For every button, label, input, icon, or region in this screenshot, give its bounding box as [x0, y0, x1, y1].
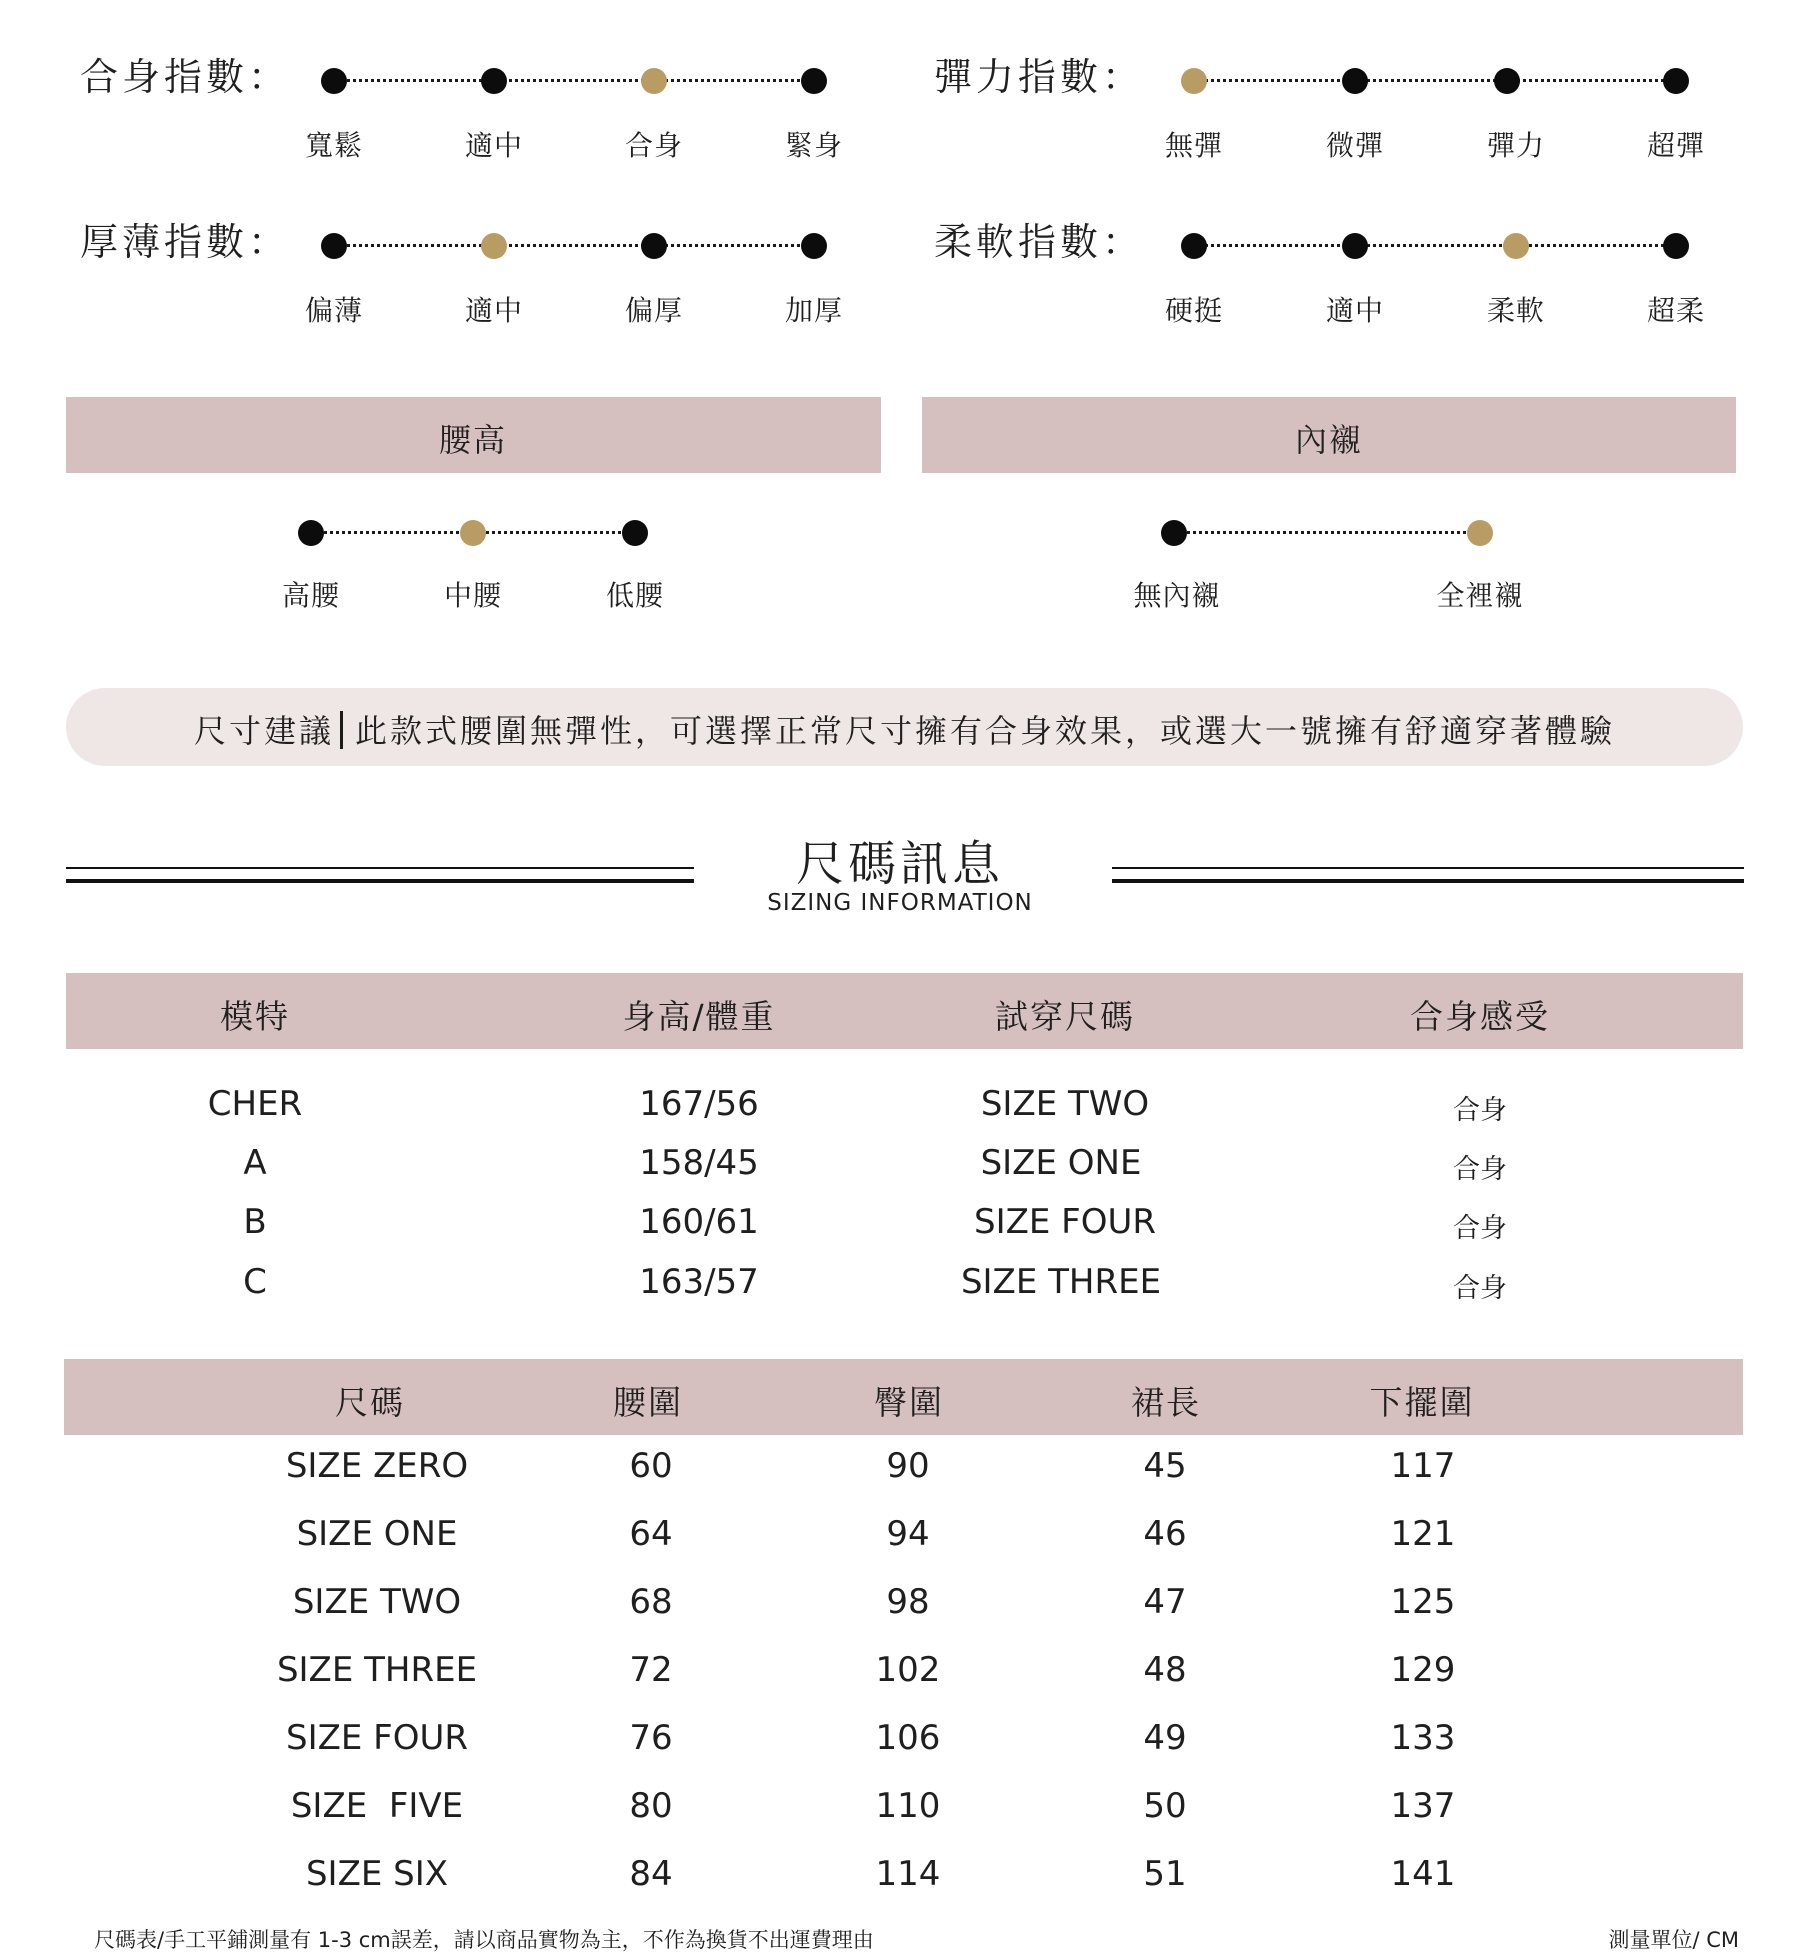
size-suggestion-label: 尺寸建議: [193, 712, 334, 750]
waist-option-dot-1: [298, 520, 324, 546]
fit-option-label: 寬鬆: [304, 129, 364, 162]
lining-option-label: 全裡襯: [1436, 579, 1524, 612]
heading-divider-left: [66, 867, 694, 883]
waist-value: 64: [629, 1514, 673, 1554]
model-table-header: [66, 973, 1743, 1049]
model-name: C: [243, 1262, 267, 1302]
size-name: SIZE ZERO: [285, 1446, 469, 1486]
height-weight: 163/57: [639, 1262, 759, 1302]
hip-value: 102: [875, 1650, 941, 1690]
thickness-option-dot-4: [801, 233, 827, 259]
waist-value: 84: [629, 1854, 673, 1894]
height-weight: 160/61: [639, 1202, 759, 1242]
elasticity-option-label: 無彈: [1164, 129, 1224, 162]
waist-height-title: 腰高: [438, 421, 508, 459]
fit-option-dot-3-selected: [641, 68, 667, 94]
size-name: SIZE SIX: [305, 1854, 449, 1894]
lining-bar: [922, 397, 1736, 473]
thickness-option-dot-3: [641, 233, 667, 259]
hip-value: 114: [875, 1854, 941, 1894]
elasticity-option-label: 彈力: [1486, 129, 1546, 162]
model-name: B: [243, 1202, 267, 1242]
waist-option-label: 高腰: [281, 579, 341, 612]
height-weight: 158/45: [639, 1143, 759, 1183]
size-name: SIZE FIVE: [290, 1786, 464, 1826]
hip-value: 90: [886, 1446, 930, 1486]
measurement-note: 尺碼表/手工平鋪測量有 1-3 cm誤差，請以商品實物為主，不作為換貨不出運費理由: [94, 1928, 874, 1952]
softness-option-dot-1: [1181, 233, 1207, 259]
size-suggestion-content: [66, 706, 1743, 752]
fit-option-dot-1: [321, 68, 347, 94]
elasticity-option-label: 超彈: [1646, 129, 1706, 162]
fit-option-dot-2: [481, 68, 507, 94]
hip-value: 106: [875, 1718, 941, 1758]
length-value: 48: [1143, 1650, 1187, 1690]
fit-feel: 合身: [1453, 1095, 1507, 1126]
thickness-option-label: 加厚: [784, 294, 844, 327]
fit-option-label: 合身: [624, 129, 684, 162]
softness-option-dot-3-selected: [1503, 233, 1529, 259]
sizing-info-subtitle: SIZING INFORMATION: [767, 890, 1033, 916]
length-value: 50: [1143, 1786, 1187, 1826]
lining-title: 內襯: [1294, 421, 1364, 459]
size-name: SIZE ONE: [296, 1514, 458, 1554]
size-suggestion-banner: [66, 688, 1743, 766]
hem-value: 137: [1390, 1786, 1456, 1826]
hip-value: 94: [886, 1514, 930, 1554]
model-name: A: [243, 1143, 267, 1183]
elasticity-option-dot-2: [1342, 68, 1368, 94]
length-value: 51: [1143, 1854, 1187, 1894]
elasticity-option-dot-4: [1663, 68, 1689, 94]
column-header: 腰圍: [613, 1383, 683, 1422]
softness-option-label: 柔軟: [1486, 294, 1546, 327]
length-value: 49: [1143, 1718, 1187, 1758]
waist-value: 72: [629, 1650, 673, 1690]
hem-value: 133: [1390, 1718, 1456, 1758]
softness-index-scale: [1194, 228, 1676, 262]
hem-value: 129: [1390, 1650, 1456, 1690]
trial-size: SIZE THREE: [960, 1262, 1162, 1302]
size-name: SIZE THREE: [276, 1650, 478, 1690]
sizing-info-title: 尺碼訊息: [795, 836, 1005, 892]
length-value: 46: [1143, 1514, 1187, 1554]
thickness-index-scale: [334, 228, 814, 262]
thickness-option-dot-1: [321, 233, 347, 259]
lining-option-dot-2-selected: [1467, 520, 1493, 546]
elasticity-option-dot-3: [1494, 68, 1520, 94]
softness-option-label: 硬挺: [1164, 294, 1224, 327]
waist-height-scale: [311, 515, 635, 549]
column-header: 合身感受: [1410, 997, 1550, 1036]
size-table-header: [64, 1359, 1743, 1435]
heading-divider-right: [1112, 867, 1744, 883]
elasticity-option-label: 微彈: [1325, 129, 1385, 162]
size-name: SIZE FOUR: [285, 1718, 469, 1758]
waist-value: 76: [629, 1718, 673, 1758]
waist-option-label: 中腰: [443, 579, 503, 612]
fit-option-label: 緊身: [784, 129, 844, 162]
hem-value: 117: [1390, 1446, 1456, 1486]
thickness-option-dot-2-selected: [481, 233, 507, 259]
lining-option-label: 無內襯: [1133, 579, 1221, 612]
trial-size: SIZE ONE: [980, 1143, 1142, 1183]
column-header: 臀圍: [874, 1383, 944, 1422]
size-suggestion-text: 此款式腰圍無彈性，可選擇正常尺寸擁有合身效果，或選大一號擁有舒適穿著體驗: [355, 712, 1616, 750]
waist-value: 80: [629, 1786, 673, 1826]
measurement-unit: 測量單位/ CM: [1608, 1928, 1739, 1952]
waist-height-bar: [66, 397, 881, 473]
fit-option-dot-4: [801, 68, 827, 94]
fit-index-scale: [334, 63, 814, 97]
fit-feel: 合身: [1453, 1213, 1507, 1244]
column-header: 身高/體重: [622, 997, 776, 1036]
softness-option-label: 適中: [1325, 294, 1385, 327]
elasticity-index-label: 彈力指數：: [934, 55, 1145, 99]
thickness-option-label: 適中: [464, 294, 524, 327]
trial-size: SIZE TWO: [980, 1084, 1150, 1124]
model-name: CHER: [207, 1084, 303, 1124]
lining-scale: [1174, 515, 1480, 549]
column-header: 試穿尺碼: [995, 997, 1135, 1036]
elasticity-option-dot-1-selected: [1181, 68, 1207, 94]
thickness-option-label: 偏厚: [624, 294, 684, 327]
column-header: 尺碼: [335, 1383, 405, 1422]
hem-value: 125: [1390, 1582, 1456, 1622]
softness-option-dot-2: [1342, 233, 1368, 259]
hem-value: 141: [1390, 1854, 1456, 1894]
hip-value: 110: [875, 1786, 941, 1826]
lining-option-dot-1: [1161, 520, 1187, 546]
fit-index-label: 合身指數：: [80, 55, 291, 99]
softness-index-label: 柔軟指數：: [934, 220, 1145, 264]
thickness-option-label: 偏薄: [304, 294, 364, 327]
waist-value: 68: [629, 1582, 673, 1622]
hip-value: 98: [886, 1582, 930, 1622]
waist-option-dot-3: [622, 520, 648, 546]
column-header: 裙長: [1131, 1383, 1201, 1422]
waist-option-dot-2-selected: [460, 520, 486, 546]
height-weight: 167/56: [639, 1084, 759, 1124]
size-name: SIZE TWO: [292, 1582, 462, 1622]
length-value: 45: [1143, 1446, 1187, 1486]
elasticity-index-scale: [1194, 63, 1676, 97]
fit-feel: 合身: [1453, 1273, 1507, 1304]
softness-option-dot-4: [1663, 233, 1689, 259]
waist-value: 60: [629, 1446, 673, 1486]
waist-option-label: 低腰: [605, 579, 665, 612]
fit-option-label: 適中: [464, 129, 524, 162]
length-value: 47: [1143, 1582, 1187, 1622]
fit-feel: 合身: [1453, 1154, 1507, 1185]
column-header: 模特: [220, 997, 290, 1036]
hem-value: 121: [1390, 1514, 1456, 1554]
column-header: 下擺圍: [1369, 1383, 1475, 1422]
trial-size: SIZE FOUR: [973, 1202, 1157, 1242]
separator: [340, 711, 343, 749]
thickness-index-label: 厚薄指數：: [80, 220, 291, 264]
softness-option-label: 超柔: [1646, 294, 1706, 327]
